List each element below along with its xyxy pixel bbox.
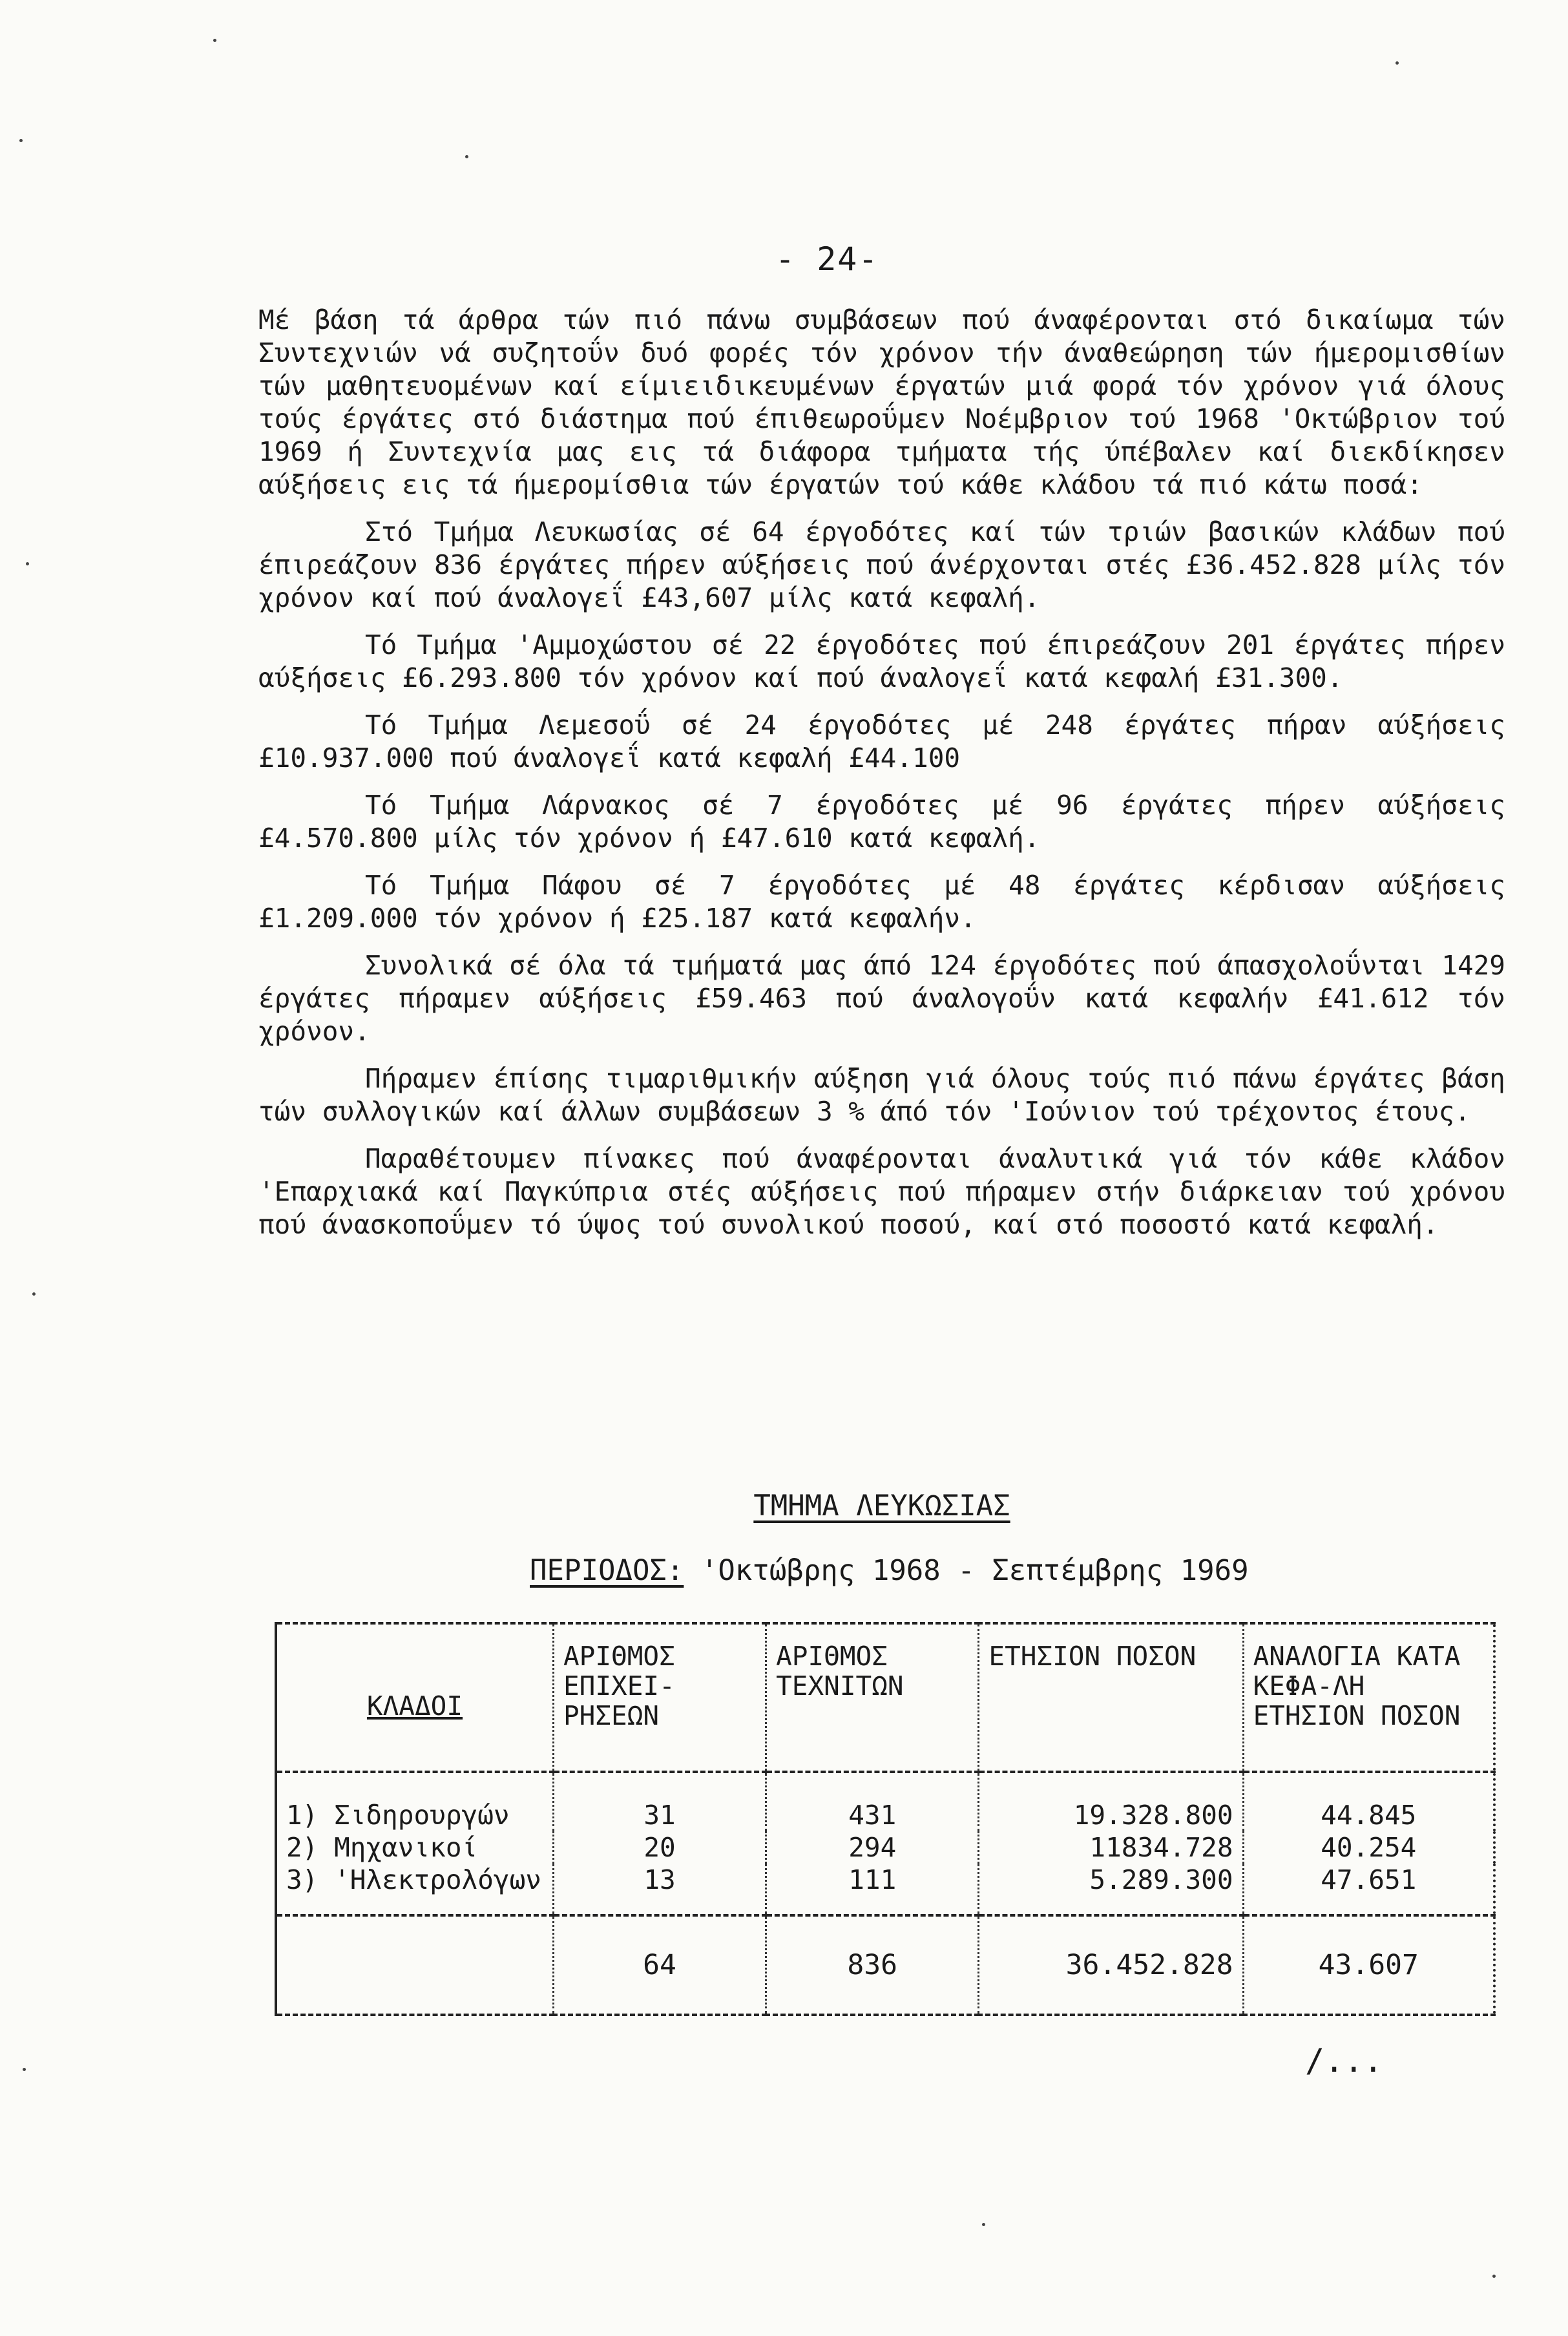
branch-cell xyxy=(276,1772,553,1831)
employers-cell: 20 xyxy=(553,1831,766,1864)
technicians-cell: 111 xyxy=(766,1864,979,1915)
paragraph-tables-intro: Παραθέτουμεν πίνακες πού άναφέρονται άναλυτικά γιά τόν κάθε κλάδον 'Επαρχιακά καί Παγκύπρια στές αύξήσεις πού πήραμεν στήν διάρκειαν τού χρόνου πού άνασκοποΰμεν τό ύψος τού συνολικού ποσού, καί στό ποσοστό κατά κεφαλή. xyxy=(258,1143,1505,1240)
scan-speck xyxy=(23,2068,26,2071)
paragraph-paphos: Τό Τμήμα Πάφου σέ 7 έργοδότες μέ 48 έργάτες κέρδισαν αύξήσεις £1.209.000 τόν χρόνον ή £25.187 κατά κεφαλήν. xyxy=(258,870,1505,934)
header-ratio: ΑΝΑΛΟΓΙΑ ΚΑΤΑ ΚΕΦΑ-ΛΗ ΕΤΗΣΙΟΝ ΠΟΣΟΝ xyxy=(1243,1623,1494,1772)
technicians-cell: 294 xyxy=(766,1831,979,1864)
table-row xyxy=(276,1772,1494,1831)
ratio-cell: 47.651 xyxy=(1243,1864,1494,1915)
row-index: 1) xyxy=(286,1800,319,1831)
ratio-cell: 40.254 xyxy=(1243,1831,1494,1864)
header-annual: ΕΤΗΣΙΟΝ ΠΟΣΟΝ xyxy=(979,1623,1243,1772)
continued-mark: /... xyxy=(1305,2042,1383,2079)
scan-speck xyxy=(32,1292,36,1296)
header-branches-text: ΚΛΑΔΟΙ xyxy=(366,1690,463,1721)
total-ratio: 43.607 xyxy=(1243,1915,1494,2015)
scan-speck xyxy=(465,155,468,158)
branch-cell xyxy=(276,1864,553,1915)
table-row xyxy=(276,1864,1494,1915)
period-value: 'Οκτώβρης 1968 - Σεπτέμβρης 1969 xyxy=(700,1554,1249,1587)
section-title-text: ΤΜΗΜΑ ΛΕΥΚΩΣΙΑΣ xyxy=(753,1489,1010,1522)
employers-cell: 13 xyxy=(553,1864,766,1915)
branch-name: Σιδηρουργών xyxy=(334,1800,510,1831)
period-line xyxy=(530,1554,1499,1587)
paragraph-nicosia: Στό Τμήμα Λευκωσίας σέ 64 έργοδότες καί τών τριών βασικών κλάδων πού έπιρεάζουν 836 έργάτες πήρεν αύξήσεις πού άνέρχονται στές £36.452.828 μίλς τόν χρόνον καί πού άναλογεΐ £43,607 μίλς κατά κεφαλή. xyxy=(258,516,1505,613)
scan-speck xyxy=(19,139,23,142)
total-technicians: 836 xyxy=(766,1915,979,2015)
header-branches xyxy=(276,1623,553,1772)
header-employers: ΑΡΙΘΜΟΣ ΕΠΙΧΕΙ-ΡΗΣΕΩΝ xyxy=(553,1623,766,1772)
page-number: - 24- xyxy=(775,240,879,278)
body-text xyxy=(258,304,1505,1256)
scan-speck xyxy=(982,2223,985,2226)
row-index: 3) xyxy=(286,1864,319,1895)
ratio-cell: 44.845 xyxy=(1243,1772,1494,1831)
branch-name: Μηχανικοί xyxy=(334,1832,478,1863)
row-index: 2) xyxy=(286,1832,319,1863)
annual-cell: 19.328.800 xyxy=(979,1772,1243,1831)
scan-speck xyxy=(1492,2275,1496,2278)
scan-speck xyxy=(1396,61,1399,65)
scan-speck xyxy=(213,39,216,42)
paragraph-larnaca: Τό Τμήμα Λάρνακος σέ 7 έργοδότες μέ 96 έργάτες πήρεν αύξήσεις £4.570.800 μίλς τόν χρόνον ή £47.610 κατά κεφαλή. xyxy=(258,790,1505,854)
total-employers: 64 xyxy=(553,1915,766,2015)
paragraph-cost-of-living: Πήραμεν έπίσης τιμαριθμικήν αύξηση γιά όλους τούς πιό πάνω έργάτες βάση τών συλλογικών καί άλλων συμβάσεων 3 % άπό τόν 'Ιούνιον τού τρέχοντος έτους. xyxy=(258,1063,1505,1127)
employers-cell: 31 xyxy=(553,1772,766,1831)
branch-name: 'Ηλεκτρολόγων xyxy=(334,1864,541,1895)
table-row xyxy=(276,1831,1494,1864)
technicians-cell: 431 xyxy=(766,1772,979,1831)
table-header-row xyxy=(276,1623,1494,1772)
annual-cell: 5.289.300 xyxy=(979,1864,1243,1915)
totals-label-cell xyxy=(276,1915,553,2015)
header-technicians: ΑΡΙΘΜΟΣ ΤΕΧΝΙΤΩΝ xyxy=(766,1623,979,1772)
period-label: ΠΕΡΙΟΔΟΣ: xyxy=(530,1554,684,1587)
scan-speck xyxy=(26,562,29,565)
table-totals-row xyxy=(276,1915,1494,2015)
branch-cell xyxy=(276,1831,553,1864)
paragraph-famagusta: Τό Τμήμα 'Αμμοχώστου σέ 22 έργοδότες πού έπιρεάζουν 201 έργάτες πήρεν αύξήσεις £6.293.800 τόν χρόνον καί πού άναλογεΐ κατά κεφαλή £31.300. xyxy=(258,629,1505,693)
total-annual: 36.452.828 xyxy=(979,1915,1243,2015)
paragraph-total: Συνολικά σέ όλα τά τμήματά μας άπό 124 έργοδότες πού άπασχολοΰνται 1429 έργάτες πήραμεν αύξήσεις £59.463 πού άναλογοΰν κατά κεφαλήν £41.612 τόν χρόνον. xyxy=(258,950,1505,1047)
annual-cell: 11834.728 xyxy=(979,1831,1243,1864)
paragraph-intro: Μέ βάση τά άρθρα τών πιό πάνω συμβάσεων πού άναφέρονται στό δικαίωμα τών Συντεχνιών νά συζητοΰν δυό φορές τόν χρόνον τήν άναθεώρηση τών ήμερομισθίων τών μαθητευομένων καί είμιειδικευμένων έργατών μιά φορά τόν χρόνον γιά όλους τούς έργάτες στό διάστημα πού έπιθεωροΰμεν Νοέμβριον τού 1968 'Οκτώβριον τού 1969 ή Συντεχνία μας εις τά διάφορα τμήματα τής ύπέβαλεν καί διεκδίκησεν αύξήσεις εις τά ήμερομίσθια τών έργατών τού κάθε κλάδου τά πιό κάτω ποσά: xyxy=(258,304,1505,500)
section-title xyxy=(258,1489,1505,1522)
paragraph-limassol: Τό Τμήμα Λεμεσοΰ σέ 24 έργοδότες μέ 248 έργάτες πήραν αύξήσεις £10.937.000 πού άναλογεΐ κατά κεφαλή £44.100 xyxy=(258,710,1505,773)
wage-increase-table xyxy=(275,1622,1496,2016)
